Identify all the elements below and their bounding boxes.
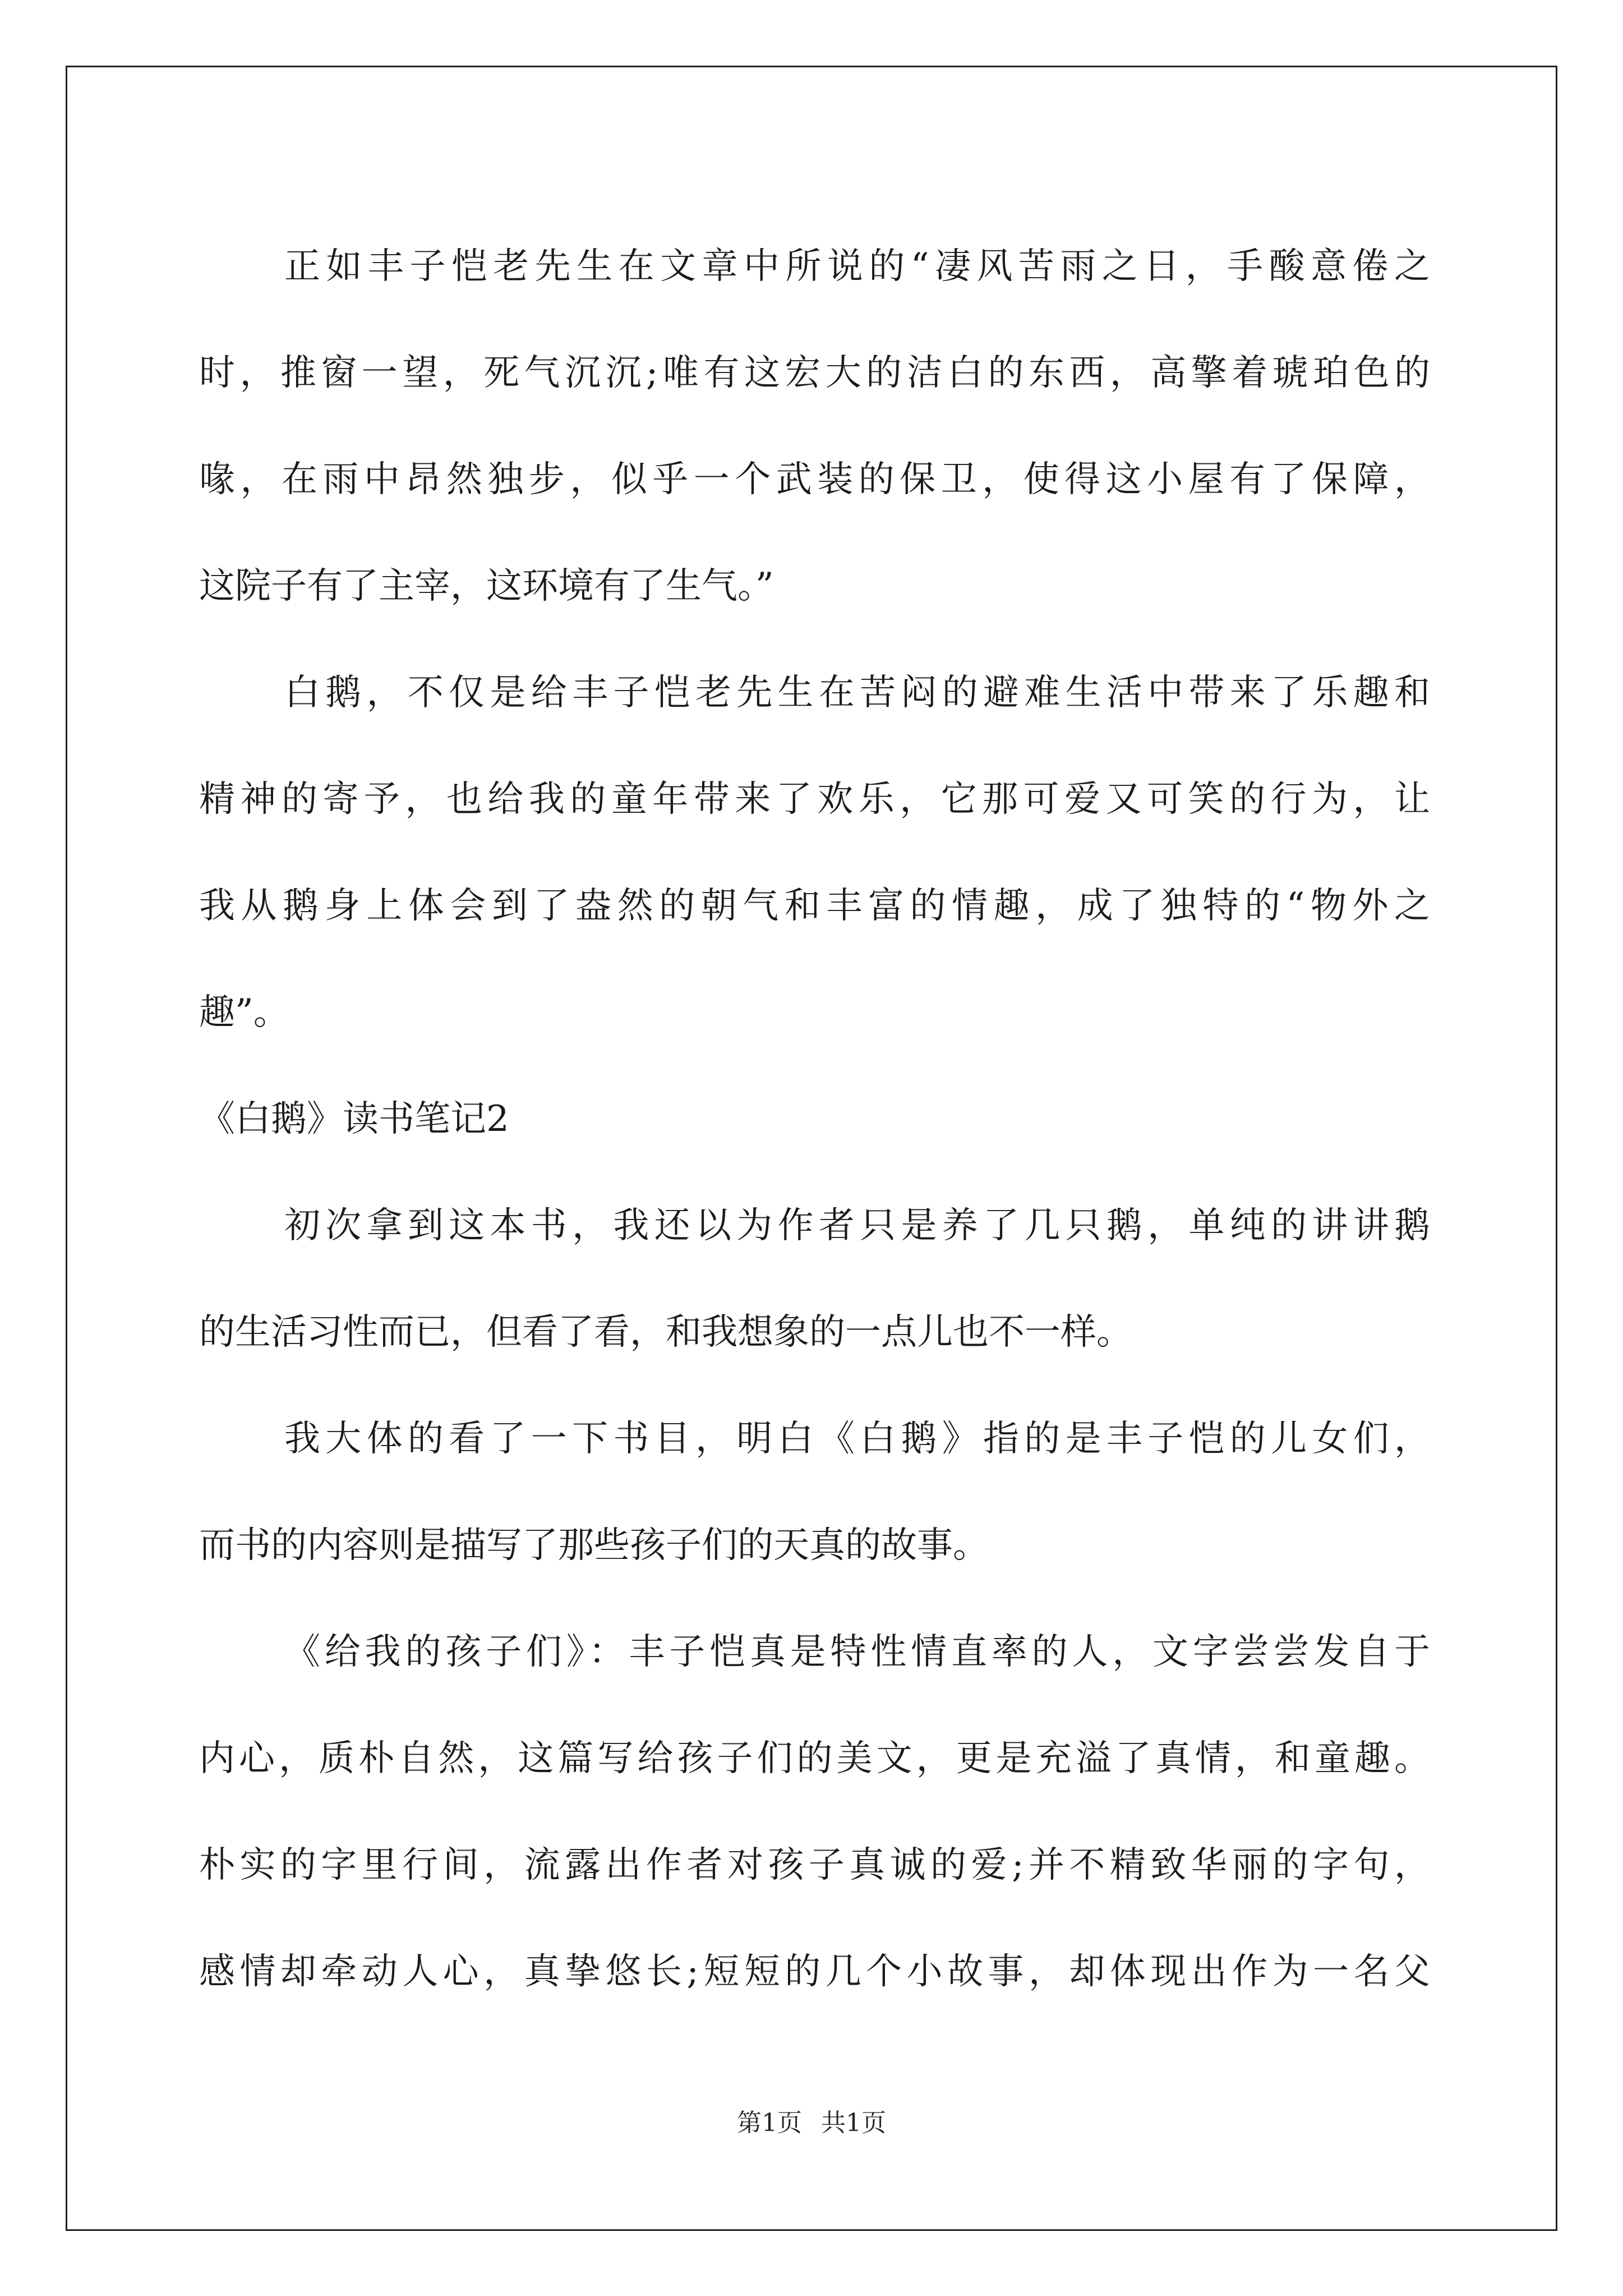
section-heading: 《白鹅》读书笔记2: [199, 1098, 509, 1140]
paragraph-line: 喙，在雨中昂然独步，似乎一个武装的保卫，使得这小屋有了保障，: [199, 459, 1430, 500]
paragraph-line: 的生活习性而已，但看了看，和我想象的一点儿也不一样。: [199, 1312, 1132, 1353]
paragraph-line: 而书的内容则是描写了那些孩子们的天真的故事。: [199, 1525, 989, 1566]
paragraph-line: 感情却牵动人心，真挚悠长;短短的几个小故事，却体现出作为一名父: [199, 1951, 1430, 1993]
paragraph-line: 我大体的看了一下书目，明白《白鹅》指的是丰子恺的儿女们，: [284, 1418, 1430, 1460]
paragraph-line: 这院子有了主宰，这环境有了生气。”: [199, 565, 774, 607]
paragraph-line: 趣”。: [199, 992, 289, 1033]
page-footer: [0, 2106, 1623, 2140]
paragraph-line: 精神的寄予，也给我的童年带来了欢乐，它那可爱又可笑的行为，让: [199, 779, 1430, 820]
paragraph-line: 我从鹅身上体会到了盎然的朝气和丰富的情趣，成了独特的“物外之: [199, 885, 1430, 927]
paragraph-line: 《给我的孩子们》：丰子恺真是特性情直率的人，文字尝尝发自于: [284, 1631, 1430, 1673]
total-pages: 共1页: [821, 2109, 886, 2137]
paragraph-line: 初次拿到这本书，我还以为作者只是养了几只鹅，单纯的讲讲鹅: [284, 1205, 1430, 1246]
page-number: 第1页: [737, 2109, 802, 2137]
paragraph-line: 时，推窗一望，死气沉沉;唯有这宏大的洁白的东西，高擎着琥珀色的: [199, 352, 1430, 394]
document-body: [199, 213, 1430, 2025]
paragraph-line: 白鹅，不仅是给丰子恺老先生在苦闷的避难生活中带来了乐趣和: [284, 672, 1430, 714]
paragraph-line: 正如丰子恺老先生在文章中所说的“凄风苦雨之日，手酸意倦之: [284, 246, 1430, 287]
paragraph-line: 朴实的字里行间，流露出作者对孩子真诚的爱;并不精致华丽的字句，: [199, 1844, 1430, 1886]
paragraph-line: 内心，质朴自然，这篇写给孩子们的美文，更是充溢了真情，和童趣。: [199, 1738, 1430, 1779]
